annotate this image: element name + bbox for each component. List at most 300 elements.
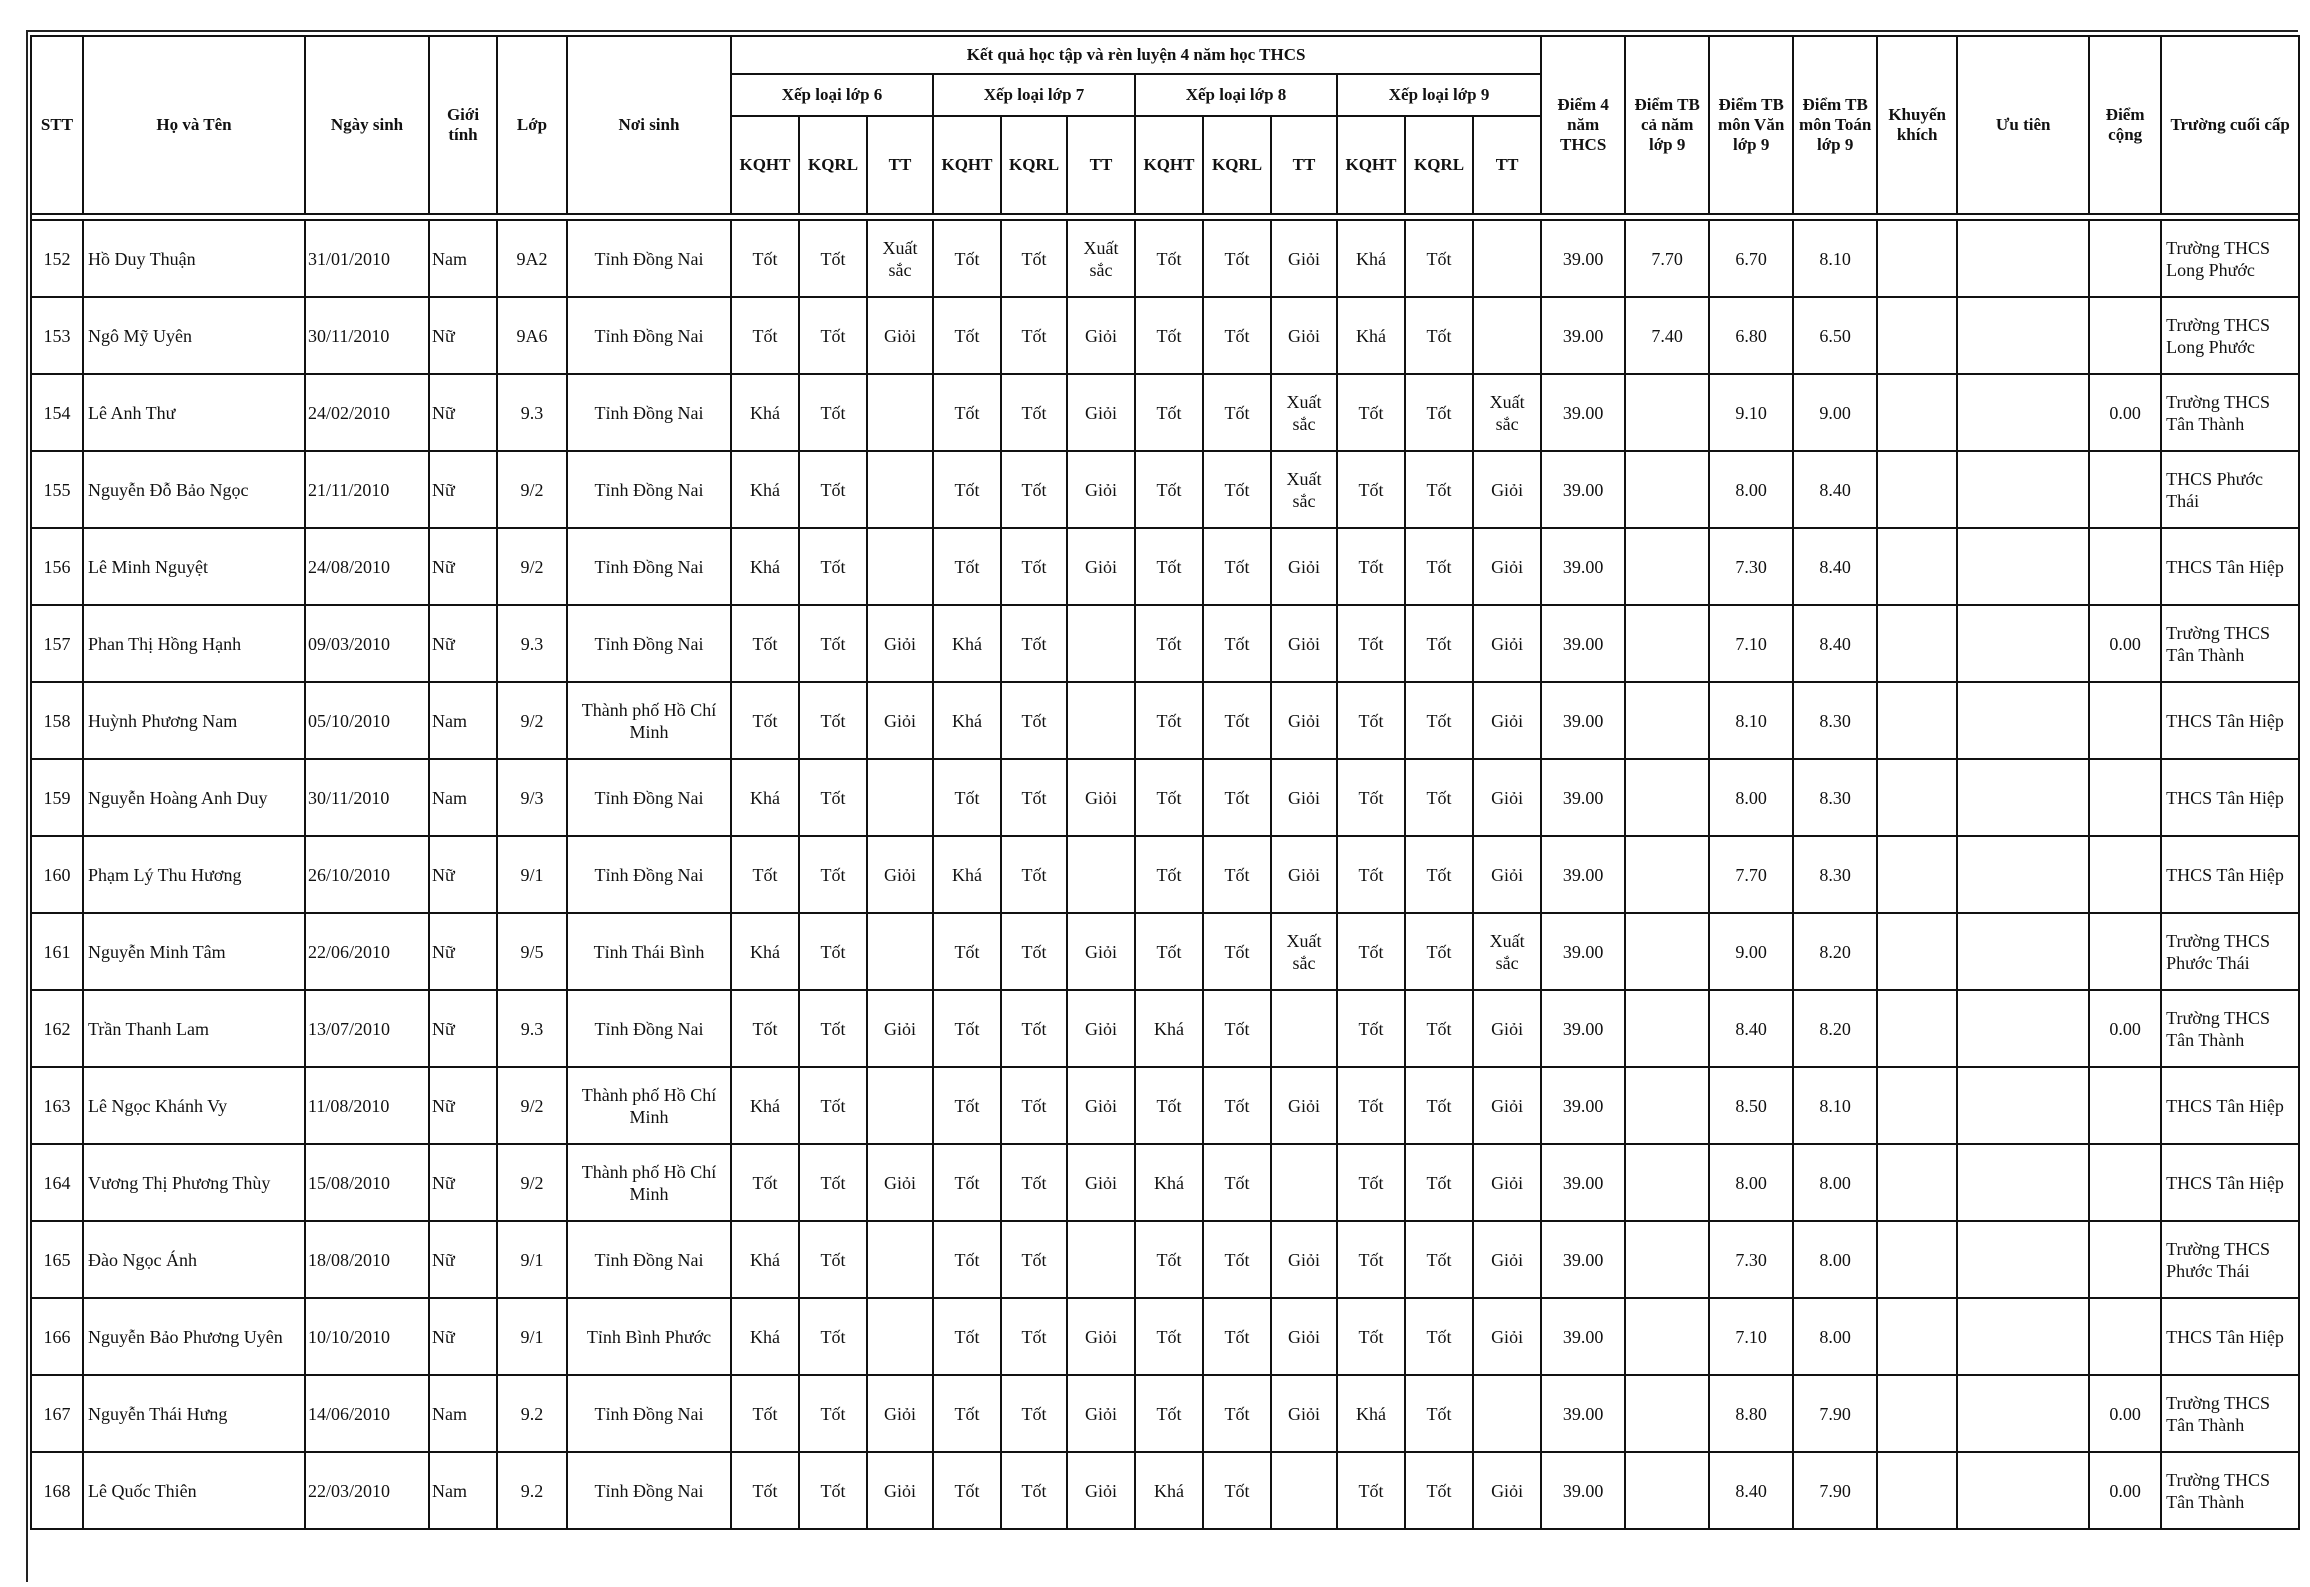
cell-uu-tien xyxy=(1957,682,2089,759)
cell-tt-6: Giỏi xyxy=(867,990,933,1067)
cell-tt-9: Giỏi xyxy=(1473,1067,1541,1144)
cell-tt-6 xyxy=(867,759,933,836)
cell-kqrl-8: Tốt xyxy=(1203,605,1271,682)
cell-kqht-9: Tốt xyxy=(1337,990,1405,1067)
cell-name: Nguyễn Minh Tâm xyxy=(83,913,305,990)
cell-kqht-8: Tốt xyxy=(1135,451,1203,528)
cell-kqrl-7: Tốt xyxy=(1001,1375,1067,1452)
cell-kqrl-8: Tốt xyxy=(1203,1375,1271,1452)
cell-uu-tien xyxy=(1957,451,2089,528)
cell-khuyen-khich xyxy=(1877,836,1957,913)
cell-uu-tien xyxy=(1957,1452,2089,1529)
cell-khuyen-khich xyxy=(1877,1298,1957,1375)
cell-class: 9/5 xyxy=(497,913,567,990)
cell-kqrl-9: Tốt xyxy=(1405,374,1473,451)
cell-kqrl-7: Tốt xyxy=(1001,605,1067,682)
cell-tt-8: Giỏi xyxy=(1271,682,1337,759)
cell-tt-8: Giỏi xyxy=(1271,836,1337,913)
cell-dob: 30/11/2010 xyxy=(305,759,429,836)
cell-diem-4-nam: 39.00 xyxy=(1541,220,1625,297)
cell-kqrl-6: Tốt xyxy=(799,1067,867,1144)
table-header xyxy=(31,36,2299,220)
cell-kqrl-8: Tốt xyxy=(1203,682,1271,759)
cell-birthplace: Tỉnh Đồng Nai xyxy=(567,220,731,297)
cell-name: Lê Minh Nguyệt xyxy=(83,528,305,605)
cell-kqht-7: Tốt xyxy=(933,528,1001,605)
cell-kqht-7: Khá xyxy=(933,682,1001,759)
cell-kqrl-6: Tốt xyxy=(799,990,867,1067)
cell-kqrl-6: Tốt xyxy=(799,682,867,759)
cell-kqrl-6: Tốt xyxy=(799,1375,867,1452)
cell-tt-9: Giỏi xyxy=(1473,528,1541,605)
cell-kqht-8: Tốt xyxy=(1135,1375,1203,1452)
cell-diem-4-nam: 39.00 xyxy=(1541,1375,1625,1452)
cell-stt: 168 xyxy=(31,1452,83,1529)
header-lop: Lớp xyxy=(497,36,567,214)
cell-diem-4-nam: 39.00 xyxy=(1541,528,1625,605)
cell-kqht-6: Khá xyxy=(731,759,799,836)
cell-kqrl-9: Tốt xyxy=(1405,759,1473,836)
table-row xyxy=(31,1067,2299,1144)
cell-uu-tien xyxy=(1957,1144,2089,1221)
cell-diem-tb-van: 7.70 xyxy=(1709,836,1793,913)
cell-kqrl-6: Tốt xyxy=(799,759,867,836)
cell-tt-7 xyxy=(1067,1221,1135,1298)
cell-kqrl-7: Tốt xyxy=(1001,682,1067,759)
cell-diem-4-nam: 39.00 xyxy=(1541,297,1625,374)
cell-truong-cuoi-cap: Trường THCS Long Phước xyxy=(2161,220,2299,297)
cell-tt-7: Xuất sắc xyxy=(1067,220,1135,297)
cell-class: 9/2 xyxy=(497,528,567,605)
cell-uu-tien xyxy=(1957,220,2089,297)
cell-tt-7: Giỏi xyxy=(1067,1144,1135,1221)
cell-uu-tien xyxy=(1957,605,2089,682)
header-xep-loai-8: Xếp loại lớp 8 xyxy=(1135,74,1337,116)
cell-class: 9.2 xyxy=(497,1452,567,1529)
cell-tt-8 xyxy=(1271,1452,1337,1529)
cell-tt-6: Giỏi xyxy=(867,605,933,682)
cell-tt-6 xyxy=(867,1221,933,1298)
cell-class: 9A6 xyxy=(497,297,567,374)
cell-dob: 11/08/2010 xyxy=(305,1067,429,1144)
cell-kqrl-9: Tốt xyxy=(1405,836,1473,913)
cell-uu-tien xyxy=(1957,1298,2089,1375)
cell-kqrl-6: Tốt xyxy=(799,451,867,528)
cell-diem-tb-ca-nam xyxy=(1625,1144,1709,1221)
table-row xyxy=(31,682,2299,759)
cell-tt-9: Giỏi xyxy=(1473,1452,1541,1529)
cell-diem-4-nam: 39.00 xyxy=(1541,1452,1625,1529)
header-kqht-9: KQHT xyxy=(1337,116,1405,214)
cell-khuyen-khich xyxy=(1877,528,1957,605)
cell-tt-7: Giỏi xyxy=(1067,374,1135,451)
cell-khuyen-khich xyxy=(1877,990,1957,1067)
cell-khuyen-khich xyxy=(1877,1067,1957,1144)
cell-tt-9: Giỏi xyxy=(1473,451,1541,528)
cell-kqrl-7: Tốt xyxy=(1001,1221,1067,1298)
cell-birthplace: Thành phố Hồ Chí Minh xyxy=(567,1144,731,1221)
cell-uu-tien xyxy=(1957,297,2089,374)
cell-diem-cong xyxy=(2089,528,2161,605)
cell-tt-7 xyxy=(1067,605,1135,682)
cell-kqht-9: Khá xyxy=(1337,297,1405,374)
cell-tt-6: Giỏi xyxy=(867,682,933,759)
cell-kqht-7: Khá xyxy=(933,605,1001,682)
cell-name: Vương Thị Phương Thùy xyxy=(83,1144,305,1221)
cell-dob: 26/10/2010 xyxy=(305,836,429,913)
cell-kqht-6: Khá xyxy=(731,451,799,528)
cell-kqrl-9: Tốt xyxy=(1405,605,1473,682)
cell-kqrl-7: Tốt xyxy=(1001,759,1067,836)
cell-kqht-7: Tốt xyxy=(933,990,1001,1067)
header-kqht-6: KQHT xyxy=(731,116,799,214)
cell-kqrl-7: Tốt xyxy=(1001,1067,1067,1144)
cell-khuyen-khich xyxy=(1877,913,1957,990)
cell-tt-9 xyxy=(1473,297,1541,374)
cell-sex: Nữ xyxy=(429,1144,497,1221)
cell-sex: Nữ xyxy=(429,528,497,605)
cell-tt-9: Giỏi xyxy=(1473,990,1541,1067)
cell-diem-tb-van: 8.00 xyxy=(1709,451,1793,528)
cell-kqht-9: Tốt xyxy=(1337,682,1405,759)
cell-tt-6: Giỏi xyxy=(867,836,933,913)
cell-kqht-7: Tốt xyxy=(933,759,1001,836)
header-kqrl-7: KQRL xyxy=(1001,116,1067,214)
cell-tt-6: Giỏi xyxy=(867,1452,933,1529)
cell-kqrl-9: Tốt xyxy=(1405,1298,1473,1375)
table-row xyxy=(31,1144,2299,1221)
cell-diem-cong xyxy=(2089,836,2161,913)
cell-diem-4-nam: 39.00 xyxy=(1541,1144,1625,1221)
cell-kqht-7: Tốt xyxy=(933,1452,1001,1529)
cell-diem-tb-ca-nam: 7.70 xyxy=(1625,220,1709,297)
cell-dob: 13/07/2010 xyxy=(305,990,429,1067)
cell-khuyen-khich xyxy=(1877,682,1957,759)
cell-kqrl-7: Tốt xyxy=(1001,1452,1067,1529)
cell-birthplace: Tỉnh Đồng Nai xyxy=(567,374,731,451)
cell-kqrl-7: Tốt xyxy=(1001,990,1067,1067)
cell-kqht-9: Tốt xyxy=(1337,1144,1405,1221)
cell-diem-tb-van: 8.80 xyxy=(1709,1375,1793,1452)
cell-kqht-9: Khá xyxy=(1337,1375,1405,1452)
cell-khuyen-khich xyxy=(1877,605,1957,682)
cell-stt: 161 xyxy=(31,913,83,990)
cell-kqht-6: Tốt xyxy=(731,1144,799,1221)
cell-name: Nguyễn Hoàng Anh Duy xyxy=(83,759,305,836)
cell-kqrl-8: Tốt xyxy=(1203,1452,1271,1529)
cell-diem-cong xyxy=(2089,913,2161,990)
cell-name: Lê Quốc Thiên xyxy=(83,1452,305,1529)
cell-diem-tb-toan: 8.00 xyxy=(1793,1144,1877,1221)
cell-kqht-8: Tốt xyxy=(1135,836,1203,913)
cell-sex: Nữ xyxy=(429,836,497,913)
cell-stt: 152 xyxy=(31,220,83,297)
cell-diem-tb-van: 8.00 xyxy=(1709,1144,1793,1221)
table-row xyxy=(31,913,2299,990)
cell-diem-tb-ca-nam xyxy=(1625,913,1709,990)
cell-diem-tb-toan: 8.30 xyxy=(1793,836,1877,913)
table-row xyxy=(31,451,2299,528)
cell-diem-tb-van: 8.50 xyxy=(1709,1067,1793,1144)
cell-kqrl-7: Tốt xyxy=(1001,220,1067,297)
cell-kqht-7: Khá xyxy=(933,836,1001,913)
cell-diem-tb-van: 9.10 xyxy=(1709,374,1793,451)
cell-kqht-8: Tốt xyxy=(1135,528,1203,605)
cell-kqht-6: Tốt xyxy=(731,297,799,374)
cell-sex: Nam xyxy=(429,682,497,759)
cell-kqht-6: Tốt xyxy=(731,1452,799,1529)
cell-sex: Nam xyxy=(429,759,497,836)
cell-diem-4-nam: 39.00 xyxy=(1541,990,1625,1067)
cell-kqht-7: Tốt xyxy=(933,1375,1001,1452)
cell-diem-tb-van: 9.00 xyxy=(1709,913,1793,990)
cell-kqht-6: Tốt xyxy=(731,682,799,759)
cell-truong-cuoi-cap: Trường THCS Tân Thành xyxy=(2161,605,2299,682)
cell-dob: 21/11/2010 xyxy=(305,451,429,528)
header-uu-tien: Ưu tiên xyxy=(1957,36,2089,214)
cell-diem-tb-ca-nam xyxy=(1625,1375,1709,1452)
cell-diem-tb-van: 7.30 xyxy=(1709,1221,1793,1298)
cell-kqrl-8: Tốt xyxy=(1203,297,1271,374)
cell-kqrl-8: Tốt xyxy=(1203,451,1271,528)
cell-uu-tien xyxy=(1957,759,2089,836)
cell-khuyen-khich xyxy=(1877,1375,1957,1452)
cell-birthplace: Tỉnh Đồng Nai xyxy=(567,1375,731,1452)
cell-tt-9: Giỏi xyxy=(1473,1298,1541,1375)
cell-name: Ngô Mỹ Uyên xyxy=(83,297,305,374)
cell-truong-cuoi-cap: Trường THCS Tân Thành xyxy=(2161,374,2299,451)
cell-diem-tb-ca-nam xyxy=(1625,374,1709,451)
cell-tt-9: Giỏi xyxy=(1473,759,1541,836)
cell-diem-4-nam: 39.00 xyxy=(1541,759,1625,836)
cell-tt-9: Xuất sắc xyxy=(1473,913,1541,990)
cell-kqrl-6: Tốt xyxy=(799,1452,867,1529)
cell-sex: Nam xyxy=(429,220,497,297)
cell-kqrl-8: Tốt xyxy=(1203,759,1271,836)
cell-truong-cuoi-cap: THCS Phước Thái xyxy=(2161,451,2299,528)
cell-tt-8: Giỏi xyxy=(1271,605,1337,682)
cell-kqrl-9: Tốt xyxy=(1405,1452,1473,1529)
cell-diem-cong xyxy=(2089,1221,2161,1298)
cell-diem-cong xyxy=(2089,1067,2161,1144)
cell-stt: 162 xyxy=(31,990,83,1067)
cell-kqrl-8: Tốt xyxy=(1203,990,1271,1067)
cell-dob: 24/08/2010 xyxy=(305,528,429,605)
cell-kqht-7: Tốt xyxy=(933,1144,1001,1221)
cell-diem-cong: 0.00 xyxy=(2089,990,2161,1067)
cell-birthplace: Tỉnh Đồng Nai xyxy=(567,297,731,374)
cell-kqht-8: Tốt xyxy=(1135,913,1203,990)
cell-tt-9: Giỏi xyxy=(1473,682,1541,759)
cell-uu-tien xyxy=(1957,1221,2089,1298)
cell-tt-6 xyxy=(867,374,933,451)
cell-khuyen-khich xyxy=(1877,1452,1957,1529)
cell-kqht-9: Tốt xyxy=(1337,605,1405,682)
cell-tt-6: Giỏi xyxy=(867,1144,933,1221)
cell-diem-tb-ca-nam xyxy=(1625,836,1709,913)
cell-sex: Nữ xyxy=(429,990,497,1067)
cell-kqrl-7: Tốt xyxy=(1001,836,1067,913)
cell-kqrl-8: Tốt xyxy=(1203,1144,1271,1221)
cell-birthplace: Tỉnh Đồng Nai xyxy=(567,528,731,605)
cell-sex: Nữ xyxy=(429,297,497,374)
cell-dob: 22/06/2010 xyxy=(305,913,429,990)
cell-tt-8: Giỏi xyxy=(1271,297,1337,374)
cell-sex: Nam xyxy=(429,1375,497,1452)
header-diem-tb-toan: Điểm TB môn Toán lớp 9 xyxy=(1793,36,1877,214)
cell-kqht-7: Tốt xyxy=(933,220,1001,297)
cell-tt-8: Xuất sắc xyxy=(1271,913,1337,990)
cell-kqht-6: Tốt xyxy=(731,1375,799,1452)
cell-diem-4-nam: 39.00 xyxy=(1541,1067,1625,1144)
cell-diem-tb-van: 8.40 xyxy=(1709,1452,1793,1529)
cell-stt: 164 xyxy=(31,1144,83,1221)
table-row xyxy=(31,1221,2299,1298)
cell-kqht-9: Khá xyxy=(1337,220,1405,297)
cell-tt-7: Giỏi xyxy=(1067,297,1135,374)
cell-stt: 159 xyxy=(31,759,83,836)
cell-dob: 10/10/2010 xyxy=(305,1298,429,1375)
header-gioi-tinh: Giới tính xyxy=(429,36,497,214)
cell-diem-cong: 0.00 xyxy=(2089,1375,2161,1452)
cell-name: Trần Thanh Lam xyxy=(83,990,305,1067)
cell-diem-4-nam: 39.00 xyxy=(1541,605,1625,682)
header-truong-cuoi-cap: Trường cuối cấp xyxy=(2161,36,2299,214)
cell-kqrl-8: Tốt xyxy=(1203,374,1271,451)
cell-truong-cuoi-cap: THCS Tân Hiệp xyxy=(2161,682,2299,759)
cell-diem-4-nam: 39.00 xyxy=(1541,682,1625,759)
table-row xyxy=(31,297,2299,374)
cell-kqht-7: Tốt xyxy=(933,451,1001,528)
cell-kqrl-7: Tốt xyxy=(1001,451,1067,528)
cell-tt-6 xyxy=(867,528,933,605)
cell-kqrl-6: Tốt xyxy=(799,297,867,374)
cell-kqht-6: Khá xyxy=(731,1221,799,1298)
header-kqrl-9: KQRL xyxy=(1405,116,1473,214)
cell-truong-cuoi-cap: THCS Tân Hiệp xyxy=(2161,1067,2299,1144)
cell-kqht-7: Tốt xyxy=(933,1298,1001,1375)
cell-khuyen-khich xyxy=(1877,220,1957,297)
cell-diem-tb-toan: 9.00 xyxy=(1793,374,1877,451)
cell-stt: 154 xyxy=(31,374,83,451)
cell-tt-6 xyxy=(867,913,933,990)
cell-diem-cong xyxy=(2089,1144,2161,1221)
header-ngay-sinh: Ngày sinh xyxy=(305,36,429,214)
cell-tt-8: Giỏi xyxy=(1271,528,1337,605)
cell-tt-8: Giỏi xyxy=(1271,1221,1337,1298)
cell-sex: Nữ xyxy=(429,605,497,682)
cell-diem-tb-ca-nam xyxy=(1625,759,1709,836)
cell-sex: Nữ xyxy=(429,451,497,528)
header-xep-loai-9: Xếp loại lớp 9 xyxy=(1337,74,1541,116)
cell-diem-cong: 0.00 xyxy=(2089,374,2161,451)
header-khuyen-khich: Khuyến khích xyxy=(1877,36,1957,214)
cell-truong-cuoi-cap: THCS Tân Hiệp xyxy=(2161,528,2299,605)
header-tt-6: TT xyxy=(867,116,933,214)
header-diem-tb-ca-nam: Điểm TB cả năm lớp 9 xyxy=(1625,36,1709,214)
header-kqht-8: KQHT xyxy=(1135,116,1203,214)
cell-tt-7: Giỏi xyxy=(1067,528,1135,605)
cell-birthplace: Thành phố Hồ Chí Minh xyxy=(567,1067,731,1144)
cell-class: 9.2 xyxy=(497,1375,567,1452)
cell-kqht-6: Tốt xyxy=(731,836,799,913)
cell-tt-8 xyxy=(1271,1144,1337,1221)
cell-diem-tb-toan: 8.40 xyxy=(1793,528,1877,605)
cell-truong-cuoi-cap: THCS Tân Hiệp xyxy=(2161,836,2299,913)
cell-tt-7: Giỏi xyxy=(1067,1067,1135,1144)
cell-tt-7: Giỏi xyxy=(1067,1375,1135,1452)
cell-dob: 14/06/2010 xyxy=(305,1375,429,1452)
cell-khuyen-khich xyxy=(1877,1221,1957,1298)
cell-truong-cuoi-cap: THCS Tân Hiệp xyxy=(2161,1298,2299,1375)
cell-stt: 157 xyxy=(31,605,83,682)
cell-kqht-6: Khá xyxy=(731,528,799,605)
cell-class: 9.3 xyxy=(497,990,567,1067)
cell-kqht-7: Tốt xyxy=(933,1067,1001,1144)
cell-truong-cuoi-cap: THCS Tân Hiệp xyxy=(2161,759,2299,836)
cell-kqrl-6: Tốt xyxy=(799,1298,867,1375)
cell-diem-cong: 0.00 xyxy=(2089,605,2161,682)
cell-birthplace: Tỉnh Đồng Nai xyxy=(567,605,731,682)
cell-stt: 160 xyxy=(31,836,83,913)
cell-birthplace: Tỉnh Bình Phước xyxy=(567,1298,731,1375)
cell-kqht-8: Tốt xyxy=(1135,1221,1203,1298)
cell-diem-tb-ca-nam xyxy=(1625,1067,1709,1144)
cell-kqht-6: Tốt xyxy=(731,220,799,297)
cell-diem-tb-van: 7.10 xyxy=(1709,1298,1793,1375)
cell-tt-7: Giỏi xyxy=(1067,1298,1135,1375)
cell-kqrl-8: Tốt xyxy=(1203,220,1271,297)
cell-diem-tb-toan: 8.40 xyxy=(1793,605,1877,682)
cell-truong-cuoi-cap: Trường THCS Phước Thái xyxy=(2161,913,2299,990)
cell-kqrl-6: Tốt xyxy=(799,374,867,451)
cell-kqrl-7: Tốt xyxy=(1001,913,1067,990)
cell-tt-9: Xuất sắc xyxy=(1473,374,1541,451)
cell-sex: Nữ xyxy=(429,1221,497,1298)
cell-birthplace: Tỉnh Đồng Nai xyxy=(567,451,731,528)
cell-kqht-7: Tốt xyxy=(933,374,1001,451)
cell-kqrl-7: Tốt xyxy=(1001,297,1067,374)
cell-tt-6 xyxy=(867,1067,933,1144)
cell-tt-6: Giỏi xyxy=(867,1375,933,1452)
cell-kqht-9: Tốt xyxy=(1337,528,1405,605)
cell-dob: 22/03/2010 xyxy=(305,1452,429,1529)
cell-birthplace: Tỉnh Đồng Nai xyxy=(567,990,731,1067)
cell-kqht-9: Tốt xyxy=(1337,836,1405,913)
cell-kqht-9: Tốt xyxy=(1337,451,1405,528)
cell-class: 9.3 xyxy=(497,374,567,451)
cell-tt-6: Giỏi xyxy=(867,297,933,374)
cell-diem-4-nam: 39.00 xyxy=(1541,1298,1625,1375)
cell-diem-cong xyxy=(2089,220,2161,297)
cell-name: Phan Thị Hồng Hạnh xyxy=(83,605,305,682)
cell-class: 9/2 xyxy=(497,1067,567,1144)
cell-tt-6 xyxy=(867,451,933,528)
cell-kqrl-9: Tốt xyxy=(1405,528,1473,605)
cell-dob: 15/08/2010 xyxy=(305,1144,429,1221)
cell-kqht-7: Tốt xyxy=(933,913,1001,990)
cell-kqht-9: Tốt xyxy=(1337,1221,1405,1298)
cell-tt-7 xyxy=(1067,836,1135,913)
cell-stt: 155 xyxy=(31,451,83,528)
cell-stt: 158 xyxy=(31,682,83,759)
table-row xyxy=(31,220,2299,297)
cell-diem-tb-van: 8.00 xyxy=(1709,759,1793,836)
header-tt-9: TT xyxy=(1473,116,1541,214)
cell-name: Nguyễn Bảo Phương Uyên xyxy=(83,1298,305,1375)
cell-diem-tb-toan: 8.00 xyxy=(1793,1221,1877,1298)
cell-diem-tb-ca-nam xyxy=(1625,1452,1709,1529)
